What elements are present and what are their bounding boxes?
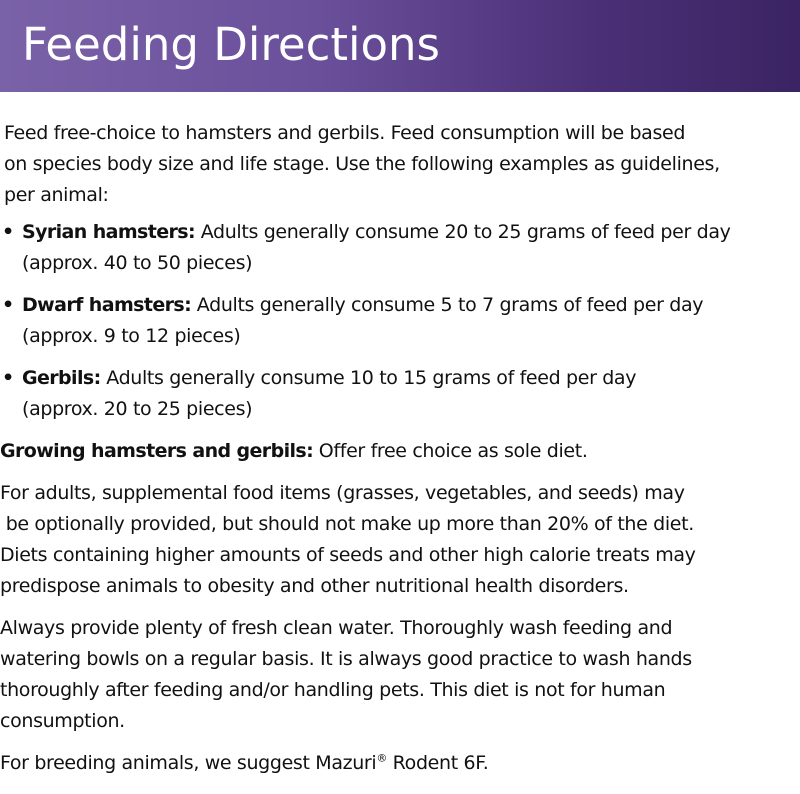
bullet-text: Adults generally consume 5 to 7 grams of feed per day	[191, 294, 704, 316]
spacer	[0, 425, 800, 436]
intro-line-1: Feed free-choice to hamsters and gerbils. Feed consumption will be based	[4, 122, 686, 144]
bullet-text: Adults generally consume 20 to 25 grams of feed per day	[195, 221, 731, 243]
spacer	[0, 467, 800, 478]
intro-paragraph	[0, 118, 800, 211]
spacer	[0, 279, 800, 290]
feeding-directions-body	[0, 118, 800, 779]
water-line-2: watering bowls on a regular basis. It is always good practice to wash hands	[0, 648, 692, 670]
growing-text: Offer free choice as sole diet.	[313, 440, 588, 462]
spacer	[0, 602, 800, 613]
species-list	[0, 217, 800, 425]
page-title: Feeding Directions	[22, 18, 440, 71]
growing-label: Growing hamsters and gerbils:	[0, 440, 314, 462]
bullet-note: (approx. 20 to 25 pieces)	[22, 398, 253, 420]
breeding-prefix: For breeding animals, we suggest Mazuri	[0, 752, 377, 774]
water-line-4: consumption.	[0, 710, 125, 732]
spacer	[0, 352, 800, 363]
supplemental-line-3: Diets containing higher amounts of seeds and other high calorie treats may	[0, 544, 696, 566]
supplemental-line-2: be optionally provided, but should not make up more than 20% of the diet.	[0, 513, 694, 535]
list-item-gerbils	[0, 363, 800, 425]
list-item-syrian-hamsters	[0, 217, 800, 279]
breeding-suffix: Rodent 6F.	[386, 752, 489, 774]
bullet-label: Dwarf hamsters:	[22, 294, 192, 316]
water-line-3: thoroughly after feeding and/or handling pets. This diet is not for human	[0, 679, 666, 701]
header-banner	[0, 0, 800, 92]
spacer	[0, 737, 800, 748]
bullet-note: (approx. 40 to 50 pieces)	[22, 252, 253, 274]
intro-line-2: on species body size and life stage. Use the following examples as guidelines,	[4, 153, 720, 175]
bullet-note: (approx. 9 to 12 pieces)	[22, 325, 241, 347]
water-paragraph	[0, 613, 800, 737]
supplemental-line-4: predispose animals to obesity and other nutritional health disorders.	[0, 575, 629, 597]
bullet-label: Gerbils:	[22, 367, 101, 389]
bullet-icon: •	[2, 294, 14, 316]
supplemental-paragraph	[0, 478, 800, 602]
growing-paragraph	[0, 436, 800, 467]
bullet-text: Adults generally consume 10 to 15 grams of feed per day	[100, 367, 637, 389]
registered-mark: ®	[376, 751, 387, 765]
breeding-paragraph	[0, 748, 800, 779]
supplemental-line-1: For adults, supplemental food items (grasses, vegetables, and seeds) may	[0, 482, 685, 504]
bullet-label: Syrian hamsters:	[22, 221, 196, 243]
bullet-icon: •	[2, 221, 14, 243]
list-item-dwarf-hamsters	[0, 290, 800, 352]
intro-line-3: per animal:	[4, 184, 109, 206]
water-line-1: Always provide plenty of fresh clean water. Thoroughly wash feeding and	[0, 617, 673, 639]
bullet-icon: •	[2, 367, 14, 389]
